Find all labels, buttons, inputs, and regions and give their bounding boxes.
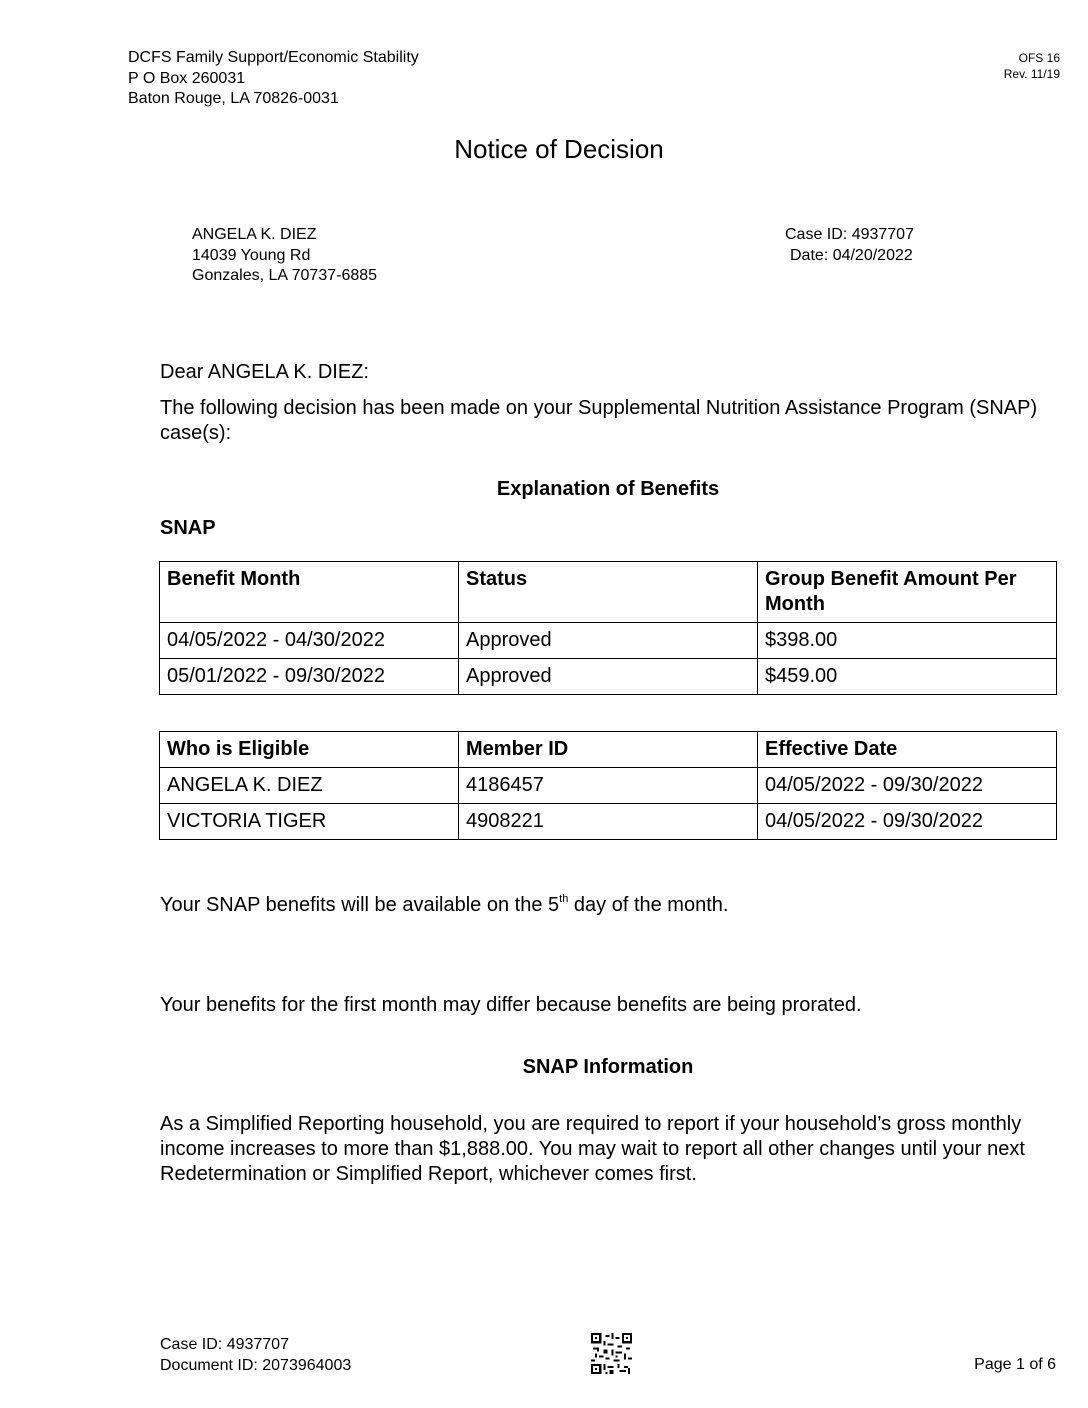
amount-cell: $398.00	[758, 623, 1057, 659]
notice-date: Date: 04/20/2022	[790, 246, 913, 264]
qr-code-icon	[591, 1333, 632, 1374]
sender-line-1: DCFS Family Support/Economic Stability	[128, 49, 419, 66]
effective-date-cell: 04/05/2022 - 09/30/2022	[758, 768, 1057, 804]
prorate-note: Your benefits for the first month may differ because benefits are being prorated.	[160, 994, 862, 1016]
table-row	[160, 804, 1057, 840]
sender-line-2: P O Box 260031	[128, 69, 246, 87]
header-member-id: Member ID	[459, 732, 758, 768]
table-row	[160, 659, 1057, 695]
table-row	[160, 623, 1057, 659]
member-name-cell: ANGELA K. DIEZ	[160, 768, 459, 804]
case-info	[785, 225, 914, 266]
form-identifier	[1004, 50, 1060, 82]
footer-case-id: Case ID: 4937707	[160, 1336, 289, 1353]
recipient-street: 14039 Young Rd	[192, 246, 311, 264]
member-id-cell: 4186457	[459, 768, 758, 804]
recipient-name: ANGELA K. DIEZ	[192, 226, 317, 243]
page-number: Page 1 of 6	[974, 1356, 1056, 1373]
footer-ids	[160, 1335, 351, 1376]
program-heading: SNAP	[160, 517, 216, 539]
header-status: Status	[459, 562, 758, 623]
availability-note	[160, 893, 728, 918]
header-benefit-amount: Group Benefit Amount Per Month	[758, 562, 1057, 623]
benefit-month-cell: 04/05/2022 - 04/30/2022	[160, 623, 459, 659]
sender-line-3: Baton Rouge, LA 70826-0031	[128, 90, 339, 107]
form-revision: Rev. 11/19	[1003, 67, 1060, 81]
header-benefit-month: Benefit Month	[160, 562, 459, 623]
form-number: OFS 16	[1018, 51, 1060, 65]
eligibility-table	[159, 731, 1057, 840]
availability-ordinal: th	[559, 893, 569, 906]
sender-address	[128, 48, 419, 110]
greeting: Dear ANGELA K. DIEZ:	[160, 361, 369, 383]
header-effective-date: Effective Date	[758, 732, 1057, 768]
benefits-table	[159, 561, 1057, 695]
member-name-cell: VICTORIA TIGER	[160, 804, 459, 840]
status-cell: Approved	[459, 623, 758, 659]
availability-text-start: Your SNAP benefits will be available on the 5	[160, 894, 560, 916]
effective-date-cell: 04/05/2022 - 09/30/2022	[758, 804, 1057, 840]
case-id: Case ID: 4937707	[785, 226, 914, 243]
intro-paragraph: The following decision has been made on your Supplemental Nutrition Assistance Program (SNAP) case(s):	[160, 397, 1038, 444]
table-header-row	[160, 562, 1057, 623]
header-who-is-eligible: Who is Eligible	[160, 732, 459, 768]
footer-document-id: Document ID: 2073964003	[160, 1356, 352, 1374]
table-header-row	[160, 732, 1057, 768]
document-title: Notice of Decision	[454, 134, 664, 164]
status-cell: Approved	[459, 659, 758, 695]
member-id-cell: 4908221	[459, 804, 758, 840]
explanation-heading: Explanation of Benefits	[496, 478, 720, 500]
simplified-reporting-paragraph: As a Simplified Reporting household, you are required to report if your household’s gross monthly income increases to more than $1,888.00. You may wait to report all other changes until your next Redetermination or Simplified Report, whichever comes first.	[160, 1113, 1025, 1185]
amount-cell: $459.00	[758, 659, 1057, 695]
benefit-month-cell: 05/01/2022 - 09/30/2022	[160, 659, 459, 695]
recipient-address	[192, 225, 377, 287]
availability-text-end: day of the month.	[568, 894, 729, 916]
table-row	[160, 768, 1057, 804]
info-heading: SNAP Information	[522, 1056, 694, 1078]
recipient-city: Gonzales, LA 70737-6885	[192, 267, 378, 284]
